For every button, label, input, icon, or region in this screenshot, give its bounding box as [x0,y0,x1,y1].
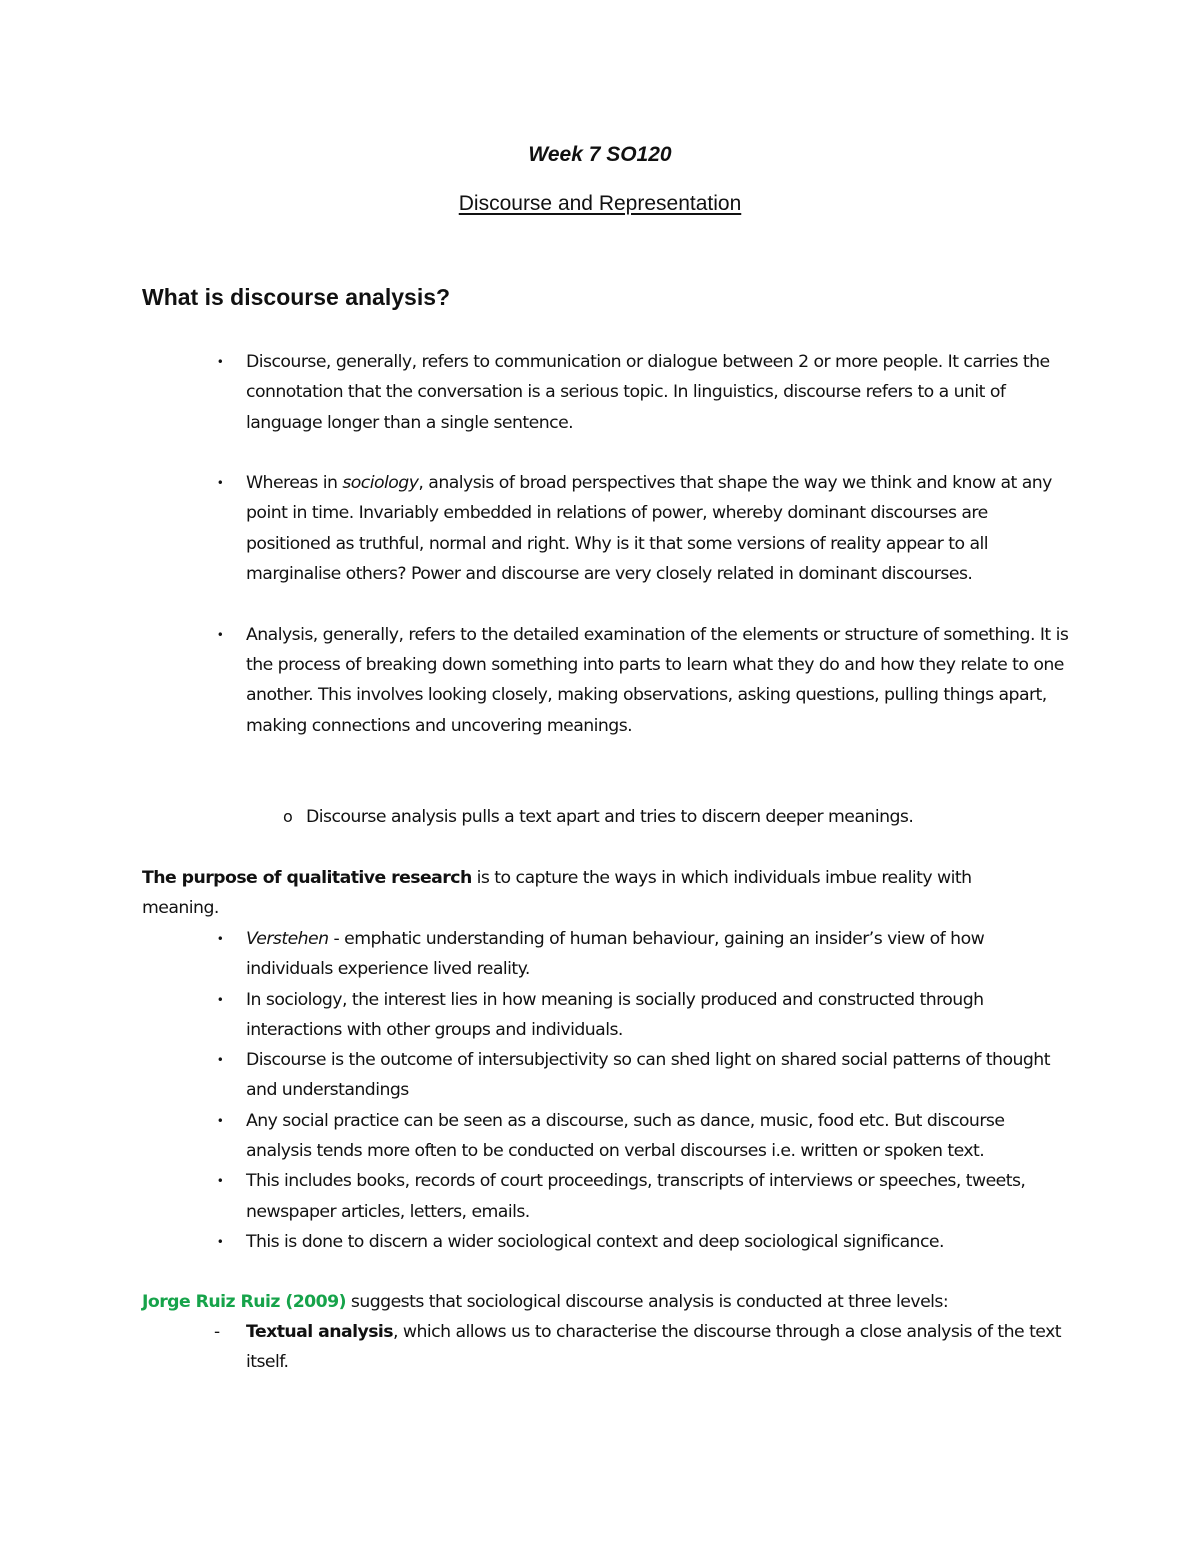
week-title: Week 7 SO120 [528,143,672,166]
sub-bullet-list [283,802,1066,832]
bullet-icon: • [216,627,224,642]
sub-list-item-text: Discourse analysis pulls a text apart and tries to discern deeper meanings. [306,807,914,827]
list-item-text: In sociology, the interest lies in how meaning is socially produced and constructed through interactions with other groups and individuals. [246,989,984,1040]
sub-list-item [283,802,1066,832]
bullet-icon: • [216,1234,224,1249]
bullet-icon: • [216,355,224,369]
qualitative-bullet-list [216,924,1066,1257]
list-item [216,924,1066,985]
list-item-text-after: - emphatic understanding of human behaviour, gaining an insider’s view of how individuals experience lived reality. [246,929,985,980]
list-item [216,1106,1066,1167]
levels-list [214,1317,1066,1378]
list-item-text-after: , analysis of broad perspectives that shape the way we think and know at any point in time. Invariably embedded in relations of power, whereby dominant discourses are positioned as truthful, normal and right. Why is it that some versions of reality appear to all marginalise others? Power and discourse are very closely related in dominant discourses. [246,473,1052,585]
list-item-text-before: Whereas in [246,473,343,494]
list-item [216,1227,1066,1257]
level-bold: Textual analysis [246,1322,394,1342]
purpose-paragraph [142,863,1022,924]
ruiz-rest: suggests that sociological discourse analysis is conducted at three levels: [345,1292,949,1312]
circle-bullet-icon: o [283,807,293,826]
list-item-text: Analysis, generally, refers to the detailed examination of the elements or structure of something. It is the process of breaking down something into parts to learn what they do and how they relate to one another. This involves looking closely, making observations, asking questions, pulling things apart, making connections and uncovering meanings. [246,624,1069,736]
dash-bullet-icon: - [214,1322,220,1342]
purpose-rest: is to capture the ways in which individuals imbue reality with meaning. [142,868,972,919]
discourse-bullet-list [216,347,1076,741]
emphasis-verstehen: Verstehen [246,929,329,949]
section-heading: What is discourse analysis? [142,284,451,310]
purpose-bold: The purpose of qualitative research [142,868,472,888]
ruiz-paragraph [142,1287,1042,1317]
list-item [216,468,1076,589]
list-item [214,1317,1066,1378]
list-item-text: Discourse, generally, refers to communication or dialogue between 2 or more people. It carries the connotation that the conversation is a serious topic. In linguistics, discourse refers to a unit of language longer than a single sentence. [246,352,1050,433]
list-item [216,1166,1066,1227]
emphasis-sociology: sociology [342,473,419,494]
list-item-text: Any social practice can be seen as a discourse, such as dance, music, food etc. But discourse analysis tends more often to be conducted on verbal discourses i.e. written or spoken text. [246,1110,1005,1162]
bullet-icon: • [216,1113,224,1128]
bullet-icon: • [216,1053,224,1068]
bullet-icon: • [216,992,224,1007]
bullet-icon: • [216,476,224,491]
bullet-icon: • [216,932,224,946]
document-subtitle: Discourse and Representation [458,192,742,215]
list-item [216,1045,1066,1106]
bullet-icon: • [216,1174,224,1189]
list-item-text: This includes books, records of court proceedings, transcripts of interviews or speeches, tweets, newspaper articles, letters, emails. [246,1171,1026,1222]
list-item-text: This is done to discern a wider sociological context and deep sociological significance. [246,1231,944,1252]
list-item [216,985,1066,1046]
list-item [216,620,1076,741]
list-item [216,347,1076,438]
ruiz-citation: Jorge Ruiz Ruiz (2009) [142,1292,346,1312]
list-item-text: Discourse is the outcome of intersubjectivity so can shed light on shared social patterns of thought and understandings [246,1050,1050,1101]
level-rest: , which allows us to characterise the discourse through a close analysis of the text itself. [246,1322,1061,1373]
